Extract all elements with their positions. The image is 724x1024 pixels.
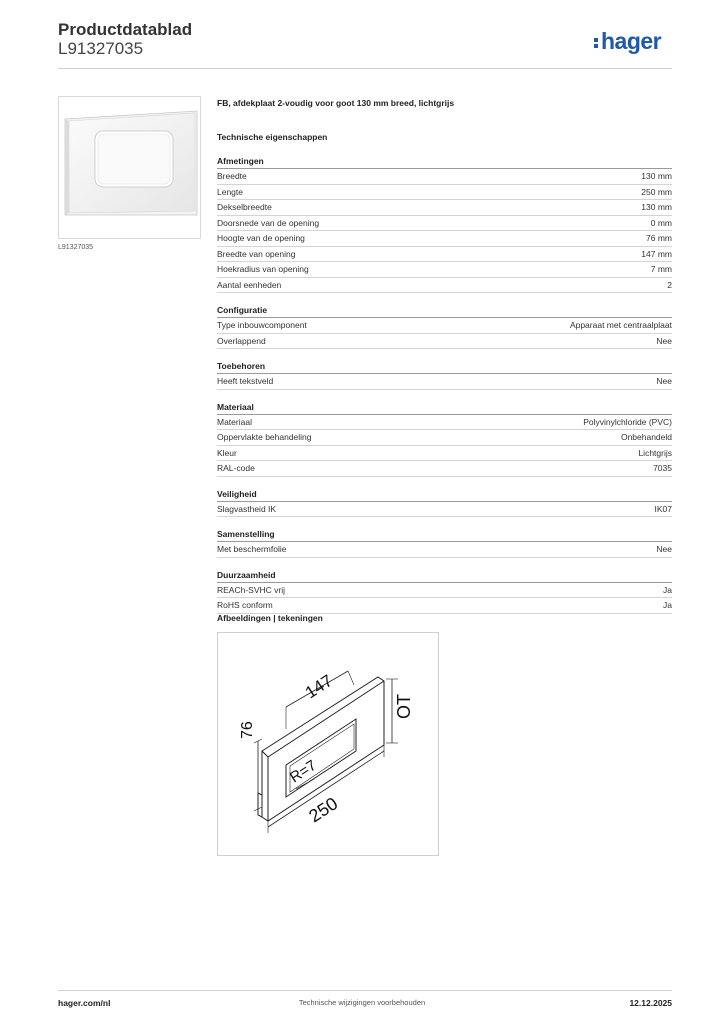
section-title: Toebehoren <box>217 359 672 374</box>
spec-label: Hoekradius van opening <box>217 264 309 274</box>
spec-value: 0 mm <box>650 217 672 228</box>
spec-label: Slagvastheid IK <box>217 503 277 514</box>
spec-value: 130 mm <box>641 171 672 181</box>
spec-label: Met beschermfolie <box>217 544 287 554</box>
spec-row <box>217 318 672 334</box>
spec-label: Dekselbreedte <box>217 202 272 212</box>
section-title: Configuratie <box>217 303 672 318</box>
spec-label: Doorsnede van de opening <box>217 217 320 228</box>
spec-value: 147 mm <box>641 248 672 259</box>
spec-row <box>217 461 672 477</box>
section-title: Veiligheid <box>217 487 672 502</box>
product-thumbnail <box>58 96 201 239</box>
spec-label: Overlappend <box>217 335 266 346</box>
spec-row <box>217 583 672 599</box>
images-heading: Afbeeldingen | tekeningen <box>217 613 323 623</box>
spec-row <box>217 446 672 462</box>
spec-label: Breedte van opening <box>217 248 296 259</box>
spec-value: 7035 <box>653 463 672 473</box>
spec-row <box>217 231 672 247</box>
product-name: FB, afdekplaat 2-voudig voor goot 130 mm breed, lichtgrijs <box>217 98 455 108</box>
spec-label: Oppervlakte behandeling <box>217 432 312 442</box>
dimension-drawing <box>218 633 438 855</box>
spec-value: 130 mm <box>641 202 672 212</box>
spec-label: Kleur <box>217 447 237 458</box>
footer-date: 12.12.2025 <box>629 998 672 1008</box>
spec-row <box>217 374 672 390</box>
spec-section <box>217 303 672 349</box>
dim-radius: R=7 <box>286 756 320 787</box>
spec-value: Lichtgrijs <box>638 447 672 458</box>
spec-value: Nee <box>656 544 672 554</box>
dim-opening-width: 147 <box>301 670 336 703</box>
footer-disclaimer: Technische wijzigingen voorbehouden <box>298 998 426 1007</box>
spec-row <box>217 200 672 216</box>
spec-label: Materiaal <box>217 416 252 427</box>
section-title: Afmetingen <box>217 154 672 169</box>
hager-logo <box>594 28 661 55</box>
spec-value: Onbehandeld <box>620 432 672 442</box>
tech-heading: Technische eigenschappen <box>217 132 328 142</box>
header-divider <box>58 68 672 69</box>
spec-value: 250 mm <box>641 186 672 197</box>
spec-value: Ja <box>663 600 672 610</box>
section-title: Samenstelling <box>217 527 672 542</box>
spec-section <box>217 400 672 477</box>
spec-row <box>217 598 672 614</box>
spec-value: Polyvinylchloride (PVC) <box>583 416 672 427</box>
thumbnail-caption: L91327035 <box>58 244 94 251</box>
dim-length: 250 <box>305 793 342 827</box>
footer-divider <box>58 990 672 991</box>
spec-label: Lengte <box>217 186 243 197</box>
spec-value: Nee <box>656 335 672 346</box>
spec-value: 76 mm <box>646 233 672 243</box>
spec-value: Ja <box>663 584 672 595</box>
spec-row <box>217 247 672 263</box>
product-code: L91327035 <box>58 39 144 58</box>
spec-label: Breedte <box>217 171 247 181</box>
section-title: Materiaal <box>217 400 672 415</box>
spec-content <box>217 96 672 614</box>
spec-label: Hoogte van de opening <box>217 233 305 243</box>
section-title: Duurzaamheid <box>217 568 672 583</box>
spec-section <box>217 527 672 558</box>
spec-row <box>217 216 672 232</box>
spec-value: 2 <box>667 279 672 290</box>
spec-sections <box>217 154 672 614</box>
spec-section <box>217 359 672 390</box>
spec-row <box>217 334 672 350</box>
dim-opening-height: 76 <box>239 721 256 739</box>
spec-value: 7 mm <box>650 264 672 274</box>
spec-label: RAL-code <box>217 463 255 473</box>
spec-label: Type inbouwcomponent <box>217 320 307 330</box>
cover-plate-image <box>59 97 200 238</box>
logo-dots-icon <box>594 36 599 50</box>
spec-section <box>217 154 672 293</box>
spec-row <box>217 430 672 446</box>
spec-section <box>217 487 672 518</box>
spec-row <box>217 262 672 278</box>
spec-label: RoHS conform <box>217 600 273 610</box>
spec-label: REACh-SVHC vrij <box>217 584 286 595</box>
logo-text: hager <box>601 28 662 54</box>
spec-value: Apparaat met centraalplaat <box>569 320 672 330</box>
spec-section <box>217 568 672 614</box>
spec-row <box>217 185 672 201</box>
dim-height: OT <box>394 694 414 719</box>
page-title: Productdatablad <box>58 20 193 39</box>
spec-label: Aantal eenheden <box>217 279 282 290</box>
footer-website-link[interactable]: hager.com/nl <box>58 998 111 1008</box>
spec-row <box>217 278 672 294</box>
spec-row <box>217 415 672 431</box>
spec-label: Heeft tekstveld <box>217 376 274 386</box>
spec-row <box>217 169 672 185</box>
spec-value: Nee <box>656 376 672 386</box>
spec-row <box>217 542 672 558</box>
technical-drawing <box>217 632 439 856</box>
spec-value: IK07 <box>654 503 672 514</box>
spec-row <box>217 502 672 518</box>
